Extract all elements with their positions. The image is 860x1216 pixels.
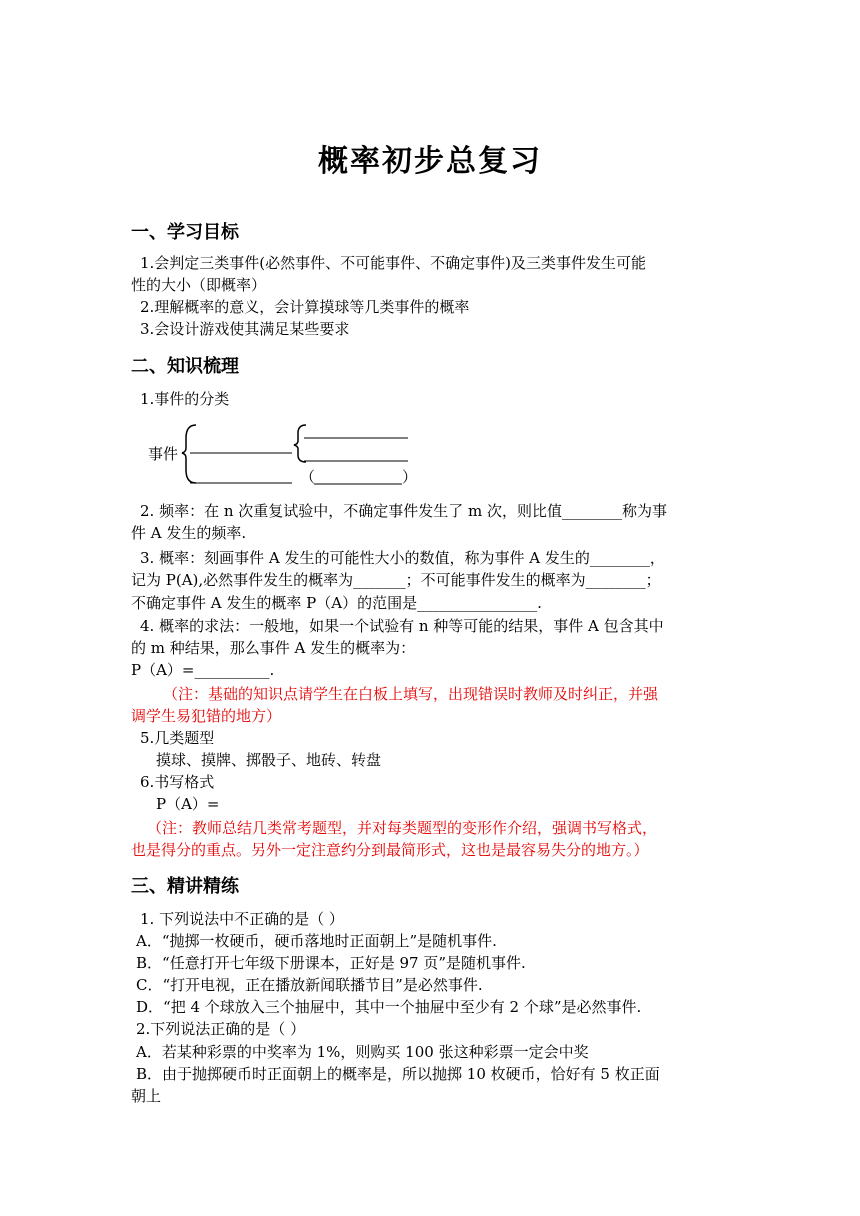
knowledge-item: 6.书写格式 — [140, 773, 215, 791]
knowledge-item: 2. 频率：在 n 次重复试验中，不确定事件发生了 m 次，则比值________称为事 — [140, 502, 668, 520]
section-heading-goals: 一、学习目标 — [131, 222, 239, 243]
knowledge-item: 4. 概率的求法：一般地，如果一个试验有 n 种等可能的结果，事件 A 包含其中 — [140, 617, 664, 635]
question-option: C．“打开电视，正在播放新闻联播节目”是必然事件. — [136, 976, 483, 994]
teacher-note: （注：基础的知识点请学生在白板上填写，出现错误时教师及时纠正，并强 — [163, 685, 659, 703]
knowledge-item: 的 m 种结果，那么事件 A 发生的概率为： — [131, 639, 416, 657]
goal-line: 1.会判定三类事件(必然事件、不可能事件、不确定事件)及三类事件发生可能 — [140, 254, 647, 272]
page-title: 概率初步总复习 — [318, 144, 542, 179]
goal-line: 3.会设计游戏使其满足某些要求 — [140, 320, 350, 338]
tree-root-label: 事件 — [148, 445, 179, 463]
knowledge-item: 摸球、摸牌、掷骰子、地砖、转盘 — [156, 751, 382, 769]
teacher-note: 调学生易犯错的地方） — [131, 707, 282, 725]
question-option: D．“把 4 个球放入三个抽屉中，其中一个抽屉中至少有 2 个球”是必然事件. — [136, 998, 642, 1016]
question-option: 朝上 — [131, 1087, 162, 1105]
knowledge-item: P（A）=__________. — [131, 661, 275, 679]
section-heading-practice: 三、精讲精练 — [131, 876, 239, 897]
knowledge-item: 1.事件的分类 — [140, 390, 230, 408]
knowledge-item: 3. 概率：刻画事件 A 发生的可能性大小的数值，称为事件 A 发生的________， — [140, 549, 665, 567]
section-heading-knowledge: 二、知识梳理 — [131, 356, 239, 377]
question-option: A．“抛掷一枚硬币，硬币落地时正面朝上”是随机事件. — [136, 932, 497, 950]
knowledge-item: P（A）= — [156, 795, 220, 813]
teacher-note: 也是得分的重点。另外一定注意约分到最简形式，这也是最容易失分的地方。） — [131, 841, 649, 859]
question-option: A．若某种彩票的中奖率为 1%，则购买 100 张这种彩票一定会中奖 — [136, 1043, 589, 1061]
question-option: B．“任意打开七年级下册课本，正好是 97 页”是随机事件. — [136, 954, 526, 972]
tree-paren-open: （ — [300, 468, 316, 486]
goal-line: 性的大小（即概率） — [131, 276, 267, 294]
tree-paren-close: ） — [402, 468, 418, 486]
goal-line: 2.理解概率的意义，会计算摸球等几类事件的概率 — [140, 298, 470, 316]
question: 1. 下列说法中不正确的是（ ） — [140, 910, 344, 928]
question-option: B．由于抛掷硬币时正面朝上的概率是，所以抛掷 10 枚硬币，恰好有 5 枚正面 — [136, 1065, 660, 1083]
knowledge-item: 5.几类题型 — [140, 729, 215, 747]
question: 2.下列说法正确的是（ ） — [136, 1020, 306, 1038]
knowledge-item: 件 A 发生的频率. — [131, 524, 247, 542]
teacher-note: （注：教师总结几类常考题型，并对每类题型的变形作介绍，强调书写格式， — [147, 819, 658, 837]
knowledge-item: 记为 P(A),必然事件发生的概率为_______；不可能事件发生的概率为________； — [131, 571, 661, 589]
knowledge-item: 不确定事件 A 发生的概率 P（A）的范围是________________. — [131, 594, 542, 612]
